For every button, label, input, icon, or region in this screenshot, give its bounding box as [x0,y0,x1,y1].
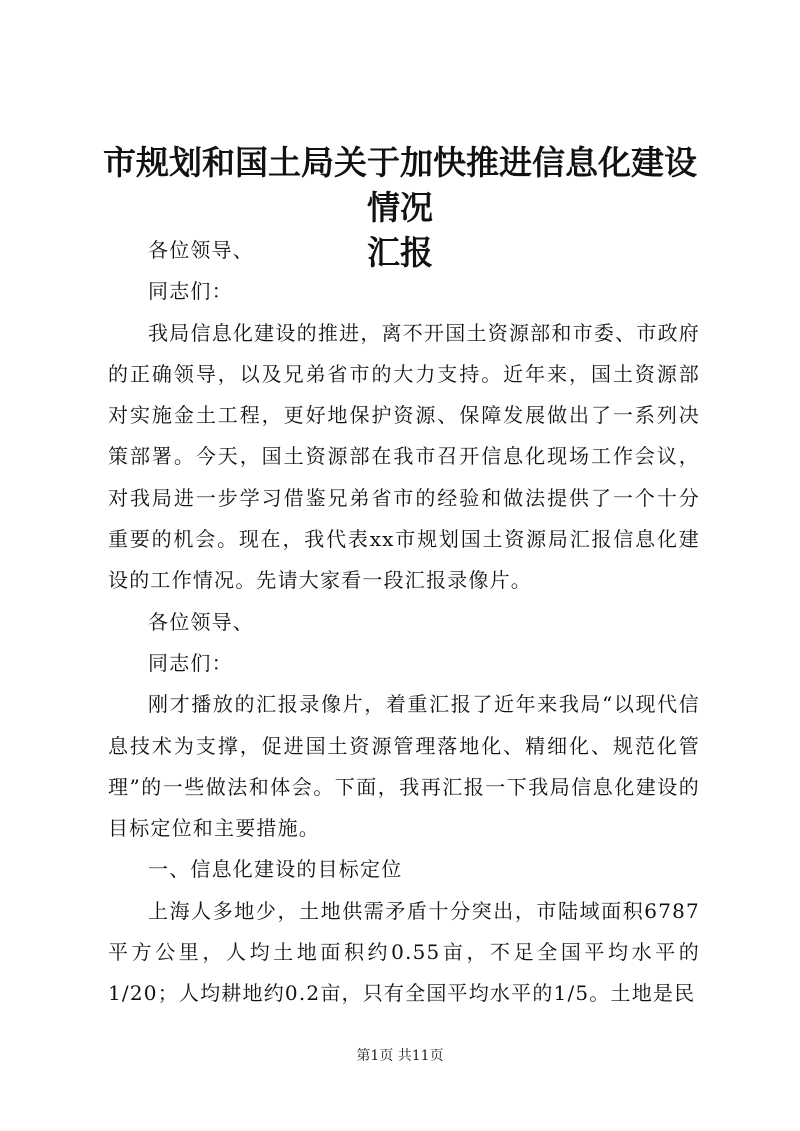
page-footer [0,1046,800,1066]
salutation-leaders-2: 各位领导、 [148,609,254,634]
section-heading-1: 一、信息化建设的目标定位 [148,857,403,882]
salutation-comrades: 同志们： [148,279,233,304]
paragraph-intro: 我局信息化建设的推进，离不开国土资源部和市委、市政府的正确领导，以及兄弟省市的大力支持。近年来，国土资源部对实施金土工程，更好地保护资源、保障发展做出了一系列决策部署。今天，国土资源部在我市召开信息化现场工作会议，对我局进一步学习借鉴兄弟省市的经验和做法提供了一个十分重要的机会。现在，我代表xx市规划国土资源局汇报信息化建设的工作情况。先请大家看一段汇报录像片。 [108,320,700,593]
salutation-comrades-2: 同志们： [148,650,233,675]
salutation-leaders: 各位领导、 [148,238,254,262]
document-body [108,230,700,1015]
paragraph-video-summary: 刚才播放的汇报录像片，着重汇报了近年来我局“以现代信息技术为支撑，促进国土资源管理落地化、精细化、规范化管理”的一些做法和体会。下面，我再汇报一下我局信息化建设的目标定位和主要措施。 [108,692,700,841]
paragraph-shanghai-land: 上海人多地少，土地供需矛盾十分突出，市陆域面积6787平方公里，人均土地面积约0.55亩，不足全国平均水平的1/20；人均耕地约0.2亩，只有全国平均水平的1/5。土地是民 [108,898,700,1006]
title-line-1: 市规划和国土局关于加快推进信息化建设情况 [103,143,697,227]
title-line-2: 汇报 [367,233,433,272]
page-number-label: 第1页 共11页 [356,1048,444,1064]
